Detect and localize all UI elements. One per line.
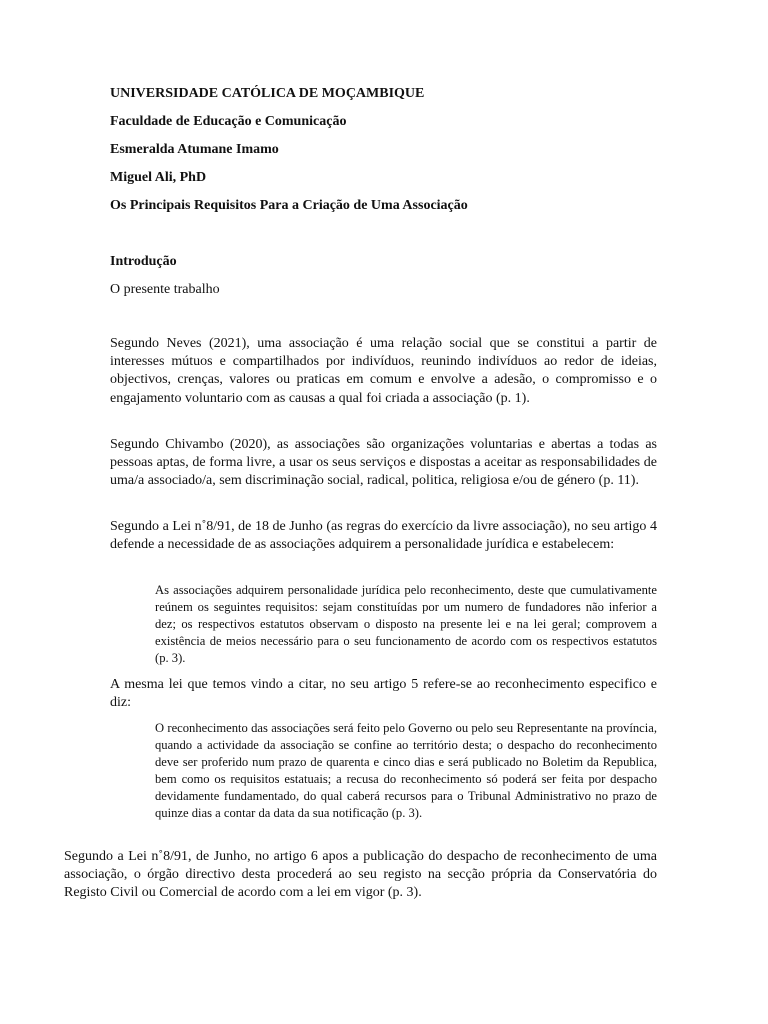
intro-heading: Introdução bbox=[110, 254, 177, 269]
paragraph-chivambo: Segundo Chivambo (2020), as associações são organizações voluntarias e abertas a todas as pessoas aptas, de forma livre, a usar os seus serviços e dispostas a aceitar as responsabilidades de uma/a associado/a, sem discriminação social, radical, politica, religiosa e/ou de género (p. 11). bbox=[110, 437, 657, 489]
paragraph-lei-artigo-5: A mesma lei que temos vindo a citar, no seu artigo 5 refere-se ao reconhecimento especifico e diz: bbox=[110, 677, 657, 711]
faculty-name: Faculdade de Educação e Comunicação bbox=[110, 114, 347, 129]
paragraph-lei-artigo-6: Segundo a Lei n˚8/91, de Junho, no artigo 6 apos a publicação do despacho de reconhecimento de uma associação, o órgão directivo desta procederá ao seu registo na secção própria da Conservatória do Registo Civil ou Comercial de acordo com a lei em vigor (p. 3). bbox=[64, 849, 657, 901]
supervisor-name: Miguel Ali, PhD bbox=[110, 170, 207, 185]
paragraph-neves: Segundo Neves (2021), uma associação é uma relação social que se constitui a partir de interesses mútuos e compartilhados por indivíduos, reunindo indivíduos ao redor de ideias, objectivos, crenças, valores ou praticas em comum e envolve a adesão, o compromisso e o engajamento voluntario com as causas a qual foi criada a associação (p. 1). bbox=[110, 336, 657, 406]
blockquote-artigo-5: O reconhecimento das associações será feito pelo Governo ou pelo seu Representante na província, quando a actividade da associação se confine ao território desta; o despacho do reconhecimento deve ser proferido num prazo de quarenta e cinco dias e será publicado no Boletim da Republica, bem como os requisitos estatuais; a recusa do reconhecimento só poderá ser feita por despacho devidamente fundamentado, do qual caberá recursos para o Tribunal Administrativo no prazo de quinze dias a contar da data da sua notificação (p. 3). bbox=[155, 721, 657, 821]
blockquote-artigo-4: As associações adquirem personalidade jurídica pelo reconhecimento, deste que cumulativamente reúnem os seguintes requisitos: sejam constituídas por um numero de fundadores não inferior a dez; os respectivos estatutos observam o disposto na presente lei e na lei geral; comprovem a existência de meios necessário para o seu funcionamento de acordo com os respectivos estatutos (p. 3). bbox=[155, 583, 657, 666]
document-title: Os Principais Requisitos Para a Criação de Uma Associação bbox=[110, 198, 468, 213]
university-name: UNIVERSIDADE CATÓLICA DE MOÇAMBIQUE bbox=[110, 86, 425, 101]
paragraph-lei-artigo-4: Segundo a Lei n˚8/91, de 18 de Junho (as regras do exercício da livre associação), no seu artigo 4 defende a necessidade de as associações adquirem a personalidade jurídica e estabelecem: bbox=[110, 519, 657, 553]
intro-text: O presente trabalho bbox=[110, 282, 220, 297]
author-name: Esmeralda Atumane Imamo bbox=[110, 142, 279, 157]
